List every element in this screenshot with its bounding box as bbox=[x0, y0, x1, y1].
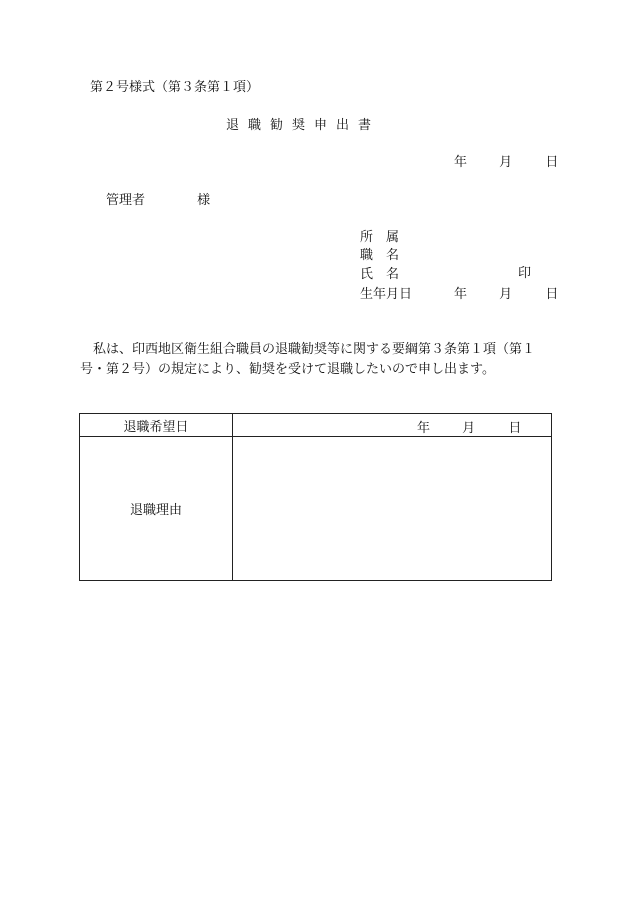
reason-field[interactable] bbox=[233, 437, 552, 581]
date-day: 日 bbox=[545, 155, 559, 170]
desired-year: 年 bbox=[417, 421, 431, 436]
birthdate-label: 生年月日 bbox=[360, 287, 413, 302]
date-year: 年 bbox=[454, 155, 468, 170]
submission-date bbox=[454, 155, 558, 171]
birth-month: 月 bbox=[499, 287, 513, 302]
form-number-label: 第２号様式（第３条第１項） bbox=[90, 80, 260, 95]
seal-mark: 印 bbox=[518, 266, 532, 281]
position-label: 職 名 bbox=[360, 248, 400, 263]
birth-year: 年 bbox=[454, 287, 468, 302]
addressee-honorific: 様 bbox=[197, 193, 211, 208]
desired-month: 月 bbox=[462, 421, 476, 436]
addressee-name: 管理者 bbox=[106, 193, 146, 208]
application-table bbox=[79, 413, 552, 581]
birthdate-value bbox=[454, 287, 558, 303]
desired-date-field[interactable] bbox=[233, 414, 552, 437]
desired-date-value bbox=[417, 417, 521, 436]
reason-label: 退職理由 bbox=[80, 437, 233, 581]
document-title: 退職勧奨申出書 bbox=[226, 118, 381, 133]
affiliation-label: 所 属 bbox=[360, 230, 400, 245]
addressee bbox=[106, 193, 210, 209]
body-paragraph: 私は、印西地区衛生組合職員の退職勧奨等に関する要綱第３条第１項（第１号・第２号）の規定により、勧奨を受けて退職したいので申し出ます。 bbox=[80, 342, 536, 377]
table-row bbox=[80, 437, 552, 581]
name-label: 氏 名 bbox=[360, 267, 400, 282]
birth-day: 日 bbox=[545, 287, 559, 302]
table-row bbox=[80, 414, 552, 437]
desired-day: 日 bbox=[508, 421, 522, 436]
date-month: 月 bbox=[499, 155, 513, 170]
desired-date-label: 退職希望日 bbox=[80, 414, 233, 437]
